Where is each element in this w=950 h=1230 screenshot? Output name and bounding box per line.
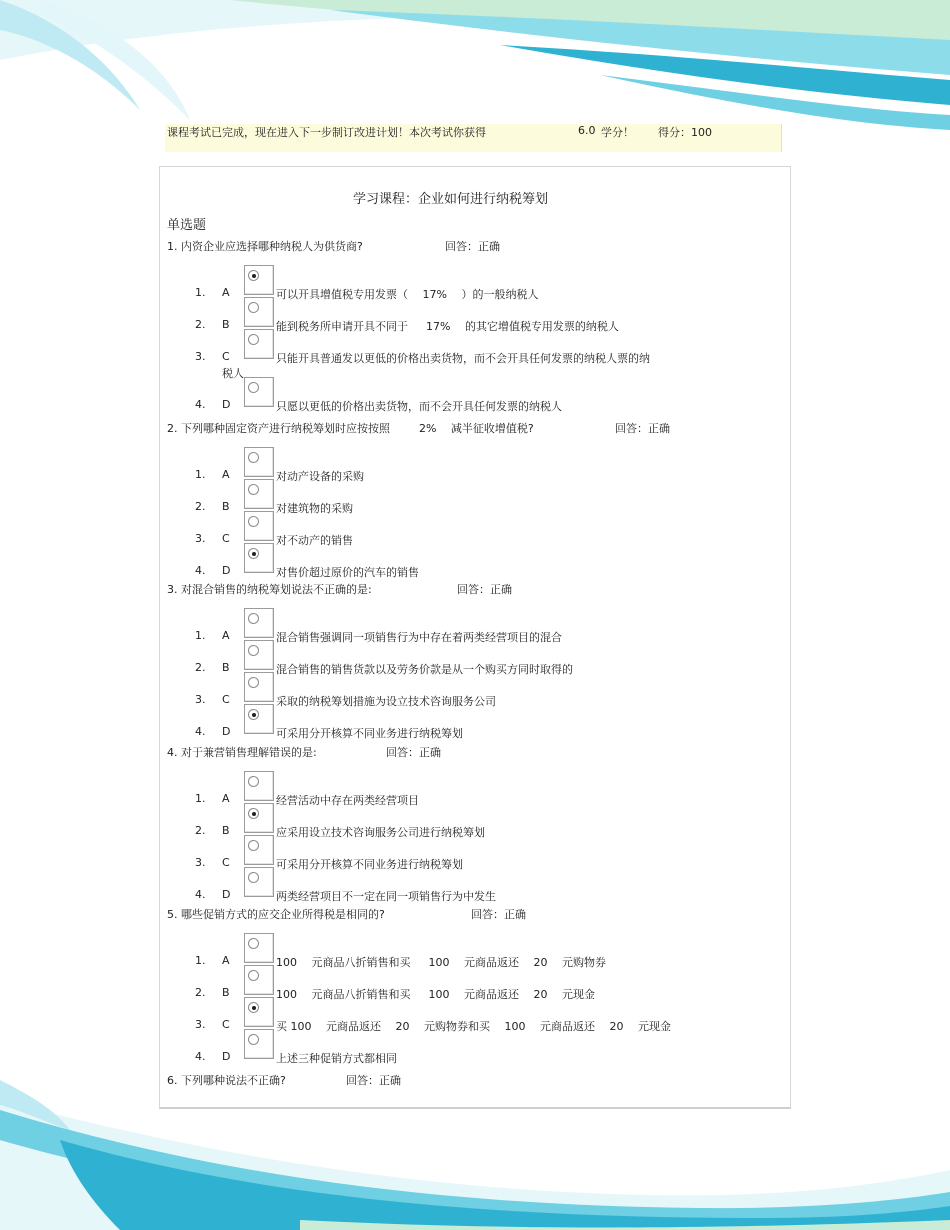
option-radio-box[interactable] [244, 265, 274, 295]
banner-credits-unit: 学分！ [601, 126, 634, 139]
option-letter: D [222, 1050, 231, 1063]
option-number: 2. [195, 986, 206, 999]
radio-unselected-icon[interactable] [248, 334, 259, 345]
option-radio-box[interactable] [244, 672, 274, 702]
option-letter: C [222, 856, 230, 869]
radio-unselected-icon[interactable] [248, 382, 259, 393]
option-text: 买 100 元商品返还 20 元购物券和买 100 元商品返还 20 元现金 [276, 1020, 671, 1033]
option-text: 混合销售强调同一项销售行为中存在着两类经营项目的混合 [276, 631, 562, 644]
radio-unselected-icon[interactable] [248, 1034, 259, 1045]
option-radio-box[interactable] [244, 771, 274, 801]
option-letter: B [222, 318, 230, 331]
answer-status: 回答：正确 [471, 908, 526, 921]
option-letter: B [222, 824, 230, 837]
answer-status: 回答：正确 [445, 240, 500, 253]
radio-unselected-icon[interactable] [248, 776, 259, 787]
option-letter: B [222, 986, 230, 999]
banner-credits: 6.0 [578, 124, 596, 137]
quiz-panel [159, 166, 791, 1109]
radio-unselected-icon[interactable] [248, 516, 259, 527]
option-text: 对建筑物的采购 [276, 502, 353, 515]
option-number: 1. [195, 468, 206, 481]
section-title: 单选题 [167, 218, 207, 233]
option-number: 4. [195, 398, 206, 411]
option-radio-box[interactable] [244, 933, 274, 963]
option-letter: C [222, 1018, 230, 1031]
option-letter: A [222, 286, 230, 299]
answer-status: 回答：正确 [346, 1074, 401, 1087]
radio-selected-icon[interactable] [248, 548, 259, 559]
option-text: 对售价超过原价的汽车的销售 [276, 566, 419, 579]
course-title: 学习课程：企业如何进行纳税筹划 [353, 192, 549, 207]
result-banner [165, 124, 782, 152]
option-number: 1. [195, 792, 206, 805]
option-letter: D [222, 398, 231, 411]
radio-unselected-icon[interactable] [248, 872, 259, 883]
question-text: 6. 下列哪种说法不正确? [167, 1074, 286, 1087]
option-letter: A [222, 954, 230, 967]
option-letter: C [222, 532, 230, 545]
option-letter: D [222, 888, 231, 901]
option-number: 3. [195, 693, 206, 706]
option-letter: D [222, 725, 231, 738]
option-letter: A [222, 629, 230, 642]
question-text: 4. 对于兼营销售理解错误的是: [167, 746, 317, 759]
option-text: 100 元商品八折销售和买 100 元商品返还 20 元现金 [276, 988, 595, 1001]
option-radio-box[interactable] [244, 511, 274, 541]
question-text: 2. 下列哪种固定资产进行纳税筹划时应按按照 2% 减半征收增值税? [167, 422, 534, 435]
option-radio-box[interactable] [244, 997, 274, 1027]
radio-unselected-icon[interactable] [248, 677, 259, 688]
option-number: 1. [195, 629, 206, 642]
option-letter: A [222, 792, 230, 805]
option-radio-box[interactable] [244, 835, 274, 865]
option-text: 两类经营项目不一定在同一项销售行为中发生 [276, 890, 496, 903]
option-letter: C [222, 693, 230, 706]
option-text: 只愿以更低的价格出卖货物，而不会开具任何发票的纳税人 [276, 400, 562, 413]
option-radio-box[interactable] [244, 640, 274, 670]
option-number: 3. [195, 350, 206, 363]
option-text: 上述三种促销方式都相同 [276, 1052, 397, 1065]
option-number: 2. [195, 318, 206, 331]
option-number: 1. [195, 954, 206, 967]
option-number: 4. [195, 1050, 206, 1063]
option-radio-box[interactable] [244, 543, 274, 573]
option-number: 2. [195, 661, 206, 674]
option-letter: B [222, 661, 230, 674]
radio-selected-icon[interactable] [248, 270, 259, 281]
option-text: 应采用设立技术咨询服务公司进行纳税筹划 [276, 826, 485, 839]
radio-unselected-icon[interactable] [248, 613, 259, 624]
radio-unselected-icon[interactable] [248, 452, 259, 463]
option-radio-box[interactable] [244, 1029, 274, 1059]
option-radio-box[interactable] [244, 965, 274, 995]
answer-status: 回答：正确 [615, 422, 670, 435]
option-radio-box[interactable] [244, 329, 274, 359]
answer-status: 回答：正确 [457, 583, 512, 596]
option-text: 可以开具增值税专用发票（ 17% ）的一般纳税人 [276, 288, 539, 301]
option-text: 对动产设备的采购 [276, 470, 364, 483]
option-letter: C [222, 350, 230, 363]
radio-unselected-icon[interactable] [248, 840, 259, 851]
option-radio-box[interactable] [244, 377, 274, 407]
option-text: 可采用分开核算不同业务进行纳税筹划 [276, 858, 463, 871]
question-text: 3. 对混合销售的纳税筹划说法不正确的是: [167, 583, 372, 596]
option-text: 只能开具普通发以更低的价格出卖货物，而不会开具任何发票的纳税人票的纳 [276, 352, 650, 365]
radio-unselected-icon[interactable] [248, 645, 259, 656]
option-text-continued: 税人 [222, 367, 244, 380]
option-text: 经营活动中存在两类经营项目 [276, 794, 419, 807]
option-text: 能到税务所申请开具不同于 17% 的其它增值税专用发票的纳税人 [276, 320, 619, 333]
question-text: 5. 哪些促销方式的应交企业所得税是相同的? [167, 908, 385, 921]
decorative-wave-bottom [0, 1080, 950, 1230]
radio-selected-icon[interactable] [248, 1002, 259, 1013]
banner-message: 课程考试已完成，现在进入下一步制订改进计划！本次考试你获得 [167, 126, 486, 139]
option-radio-box[interactable] [244, 297, 274, 327]
radio-selected-icon[interactable] [248, 808, 259, 819]
radio-unselected-icon[interactable] [248, 484, 259, 495]
radio-unselected-icon[interactable] [248, 302, 259, 313]
question-text: 1. 内资企业应选择哪种纳税人为供货商? [167, 240, 363, 253]
option-text: 100 元商品八折销售和买 100 元商品返还 20 元购物券 [276, 956, 606, 969]
option-radio-box[interactable] [244, 608, 274, 638]
option-radio-box[interactable] [244, 447, 274, 477]
answer-status: 回答：正确 [386, 746, 441, 759]
option-number: 3. [195, 532, 206, 545]
option-number: 4. [195, 564, 206, 577]
option-radio-box[interactable] [244, 867, 274, 897]
option-text: 采取的纳税筹划措施为设立技术咨询服务公司 [276, 695, 496, 708]
option-radio-box[interactable] [244, 803, 274, 833]
banner-score: 得分：100 [658, 126, 712, 139]
option-number: 3. [195, 1018, 206, 1031]
radio-unselected-icon[interactable] [248, 970, 259, 981]
option-number: 2. [195, 824, 206, 837]
option-letter: B [222, 500, 230, 513]
option-radio-box[interactable] [244, 704, 274, 734]
option-number: 3. [195, 856, 206, 869]
radio-selected-icon[interactable] [248, 709, 259, 720]
option-number: 1. [195, 286, 206, 299]
option-number: 4. [195, 725, 206, 738]
option-text: 可采用分开核算不同业务进行纳税筹划 [276, 727, 463, 740]
option-letter: A [222, 468, 230, 481]
option-number: 2. [195, 500, 206, 513]
option-text: 对不动产的销售 [276, 534, 353, 547]
option-letter: D [222, 564, 231, 577]
option-text: 混合销售的销售货款以及劳务价款是从一个购买方同时取得的 [276, 663, 573, 676]
option-number: 4. [195, 888, 206, 901]
radio-unselected-icon[interactable] [248, 938, 259, 949]
option-radio-box[interactable] [244, 479, 274, 509]
